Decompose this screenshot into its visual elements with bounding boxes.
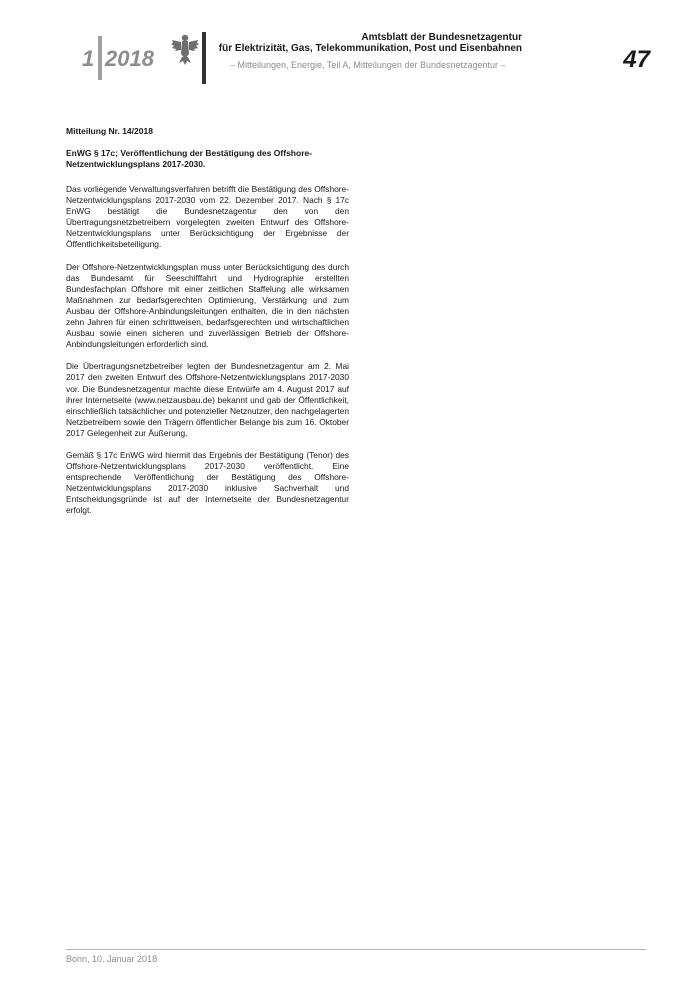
issue-year: 2018: [105, 46, 154, 71]
page-number: 47: [623, 46, 650, 73]
notice-number: Mitteilung Nr. 14/2018: [66, 126, 153, 136]
notice-section: [66, 126, 349, 528]
notice-paragraph: Gemäß § 17c EnWG wird hiermit das Ergebnis der Bestätigung (Tenor) des Offshore-Netzentwicklungsplans 2017-2030 veröffentlicht. Eine entsprechende Veröffentlichung der Bestätigung des Offshore-Netzentwicklungsplans 2017-2030 inklusive Sachverhalt und Entscheidungsgründe ist auf der Internetseite der Bundesnetzagentur erfolgt.: [66, 449, 349, 516]
publication-title-line2: für Elektrizität, Gas, Telekommunikation, Post und Eisenbahnen: [218, 43, 522, 54]
notice-paragraph: Das vorliegende Verwaltungsverfahren betrifft die Bestätigung des Offshore-Netzentwicklungsplans 2017-2030 vom 22. Dezember 2017. Nach § 17c EnWG bestätigt die Bundesnetzagentur den von den Übertragungsnetzbetreibern vorgelegten zweiten Entwurf des Offshore-Netzentwicklungsplans unter Berücksichtigung der Ergebnisse der Öffentlichkeitsbeteiligung.: [66, 184, 349, 250]
notice-title: EnWG § 17c; Veröffentlichung der Bestätigung des Offshore-Netzentwicklungsplans 2017-2030.: [66, 148, 313, 169]
issue-number: 1: [82, 46, 95, 71]
issue-divider: [98, 36, 102, 80]
footer-place-date: Bonn, 10. Januar 2018: [66, 954, 158, 964]
notice-paragraph: Der Offshore-Netzentwicklungsplan muss unter Berücksichtigung des durch das Bundesamt für Seeschifffahrt und Hydrographie erstellten Bundesfachplan Offshore mit einer zeitlichen Staffelung alle wirksamen Maßnahmen zur bedarfsgerechten Optimierung, Verstärkung und zum Ausbau der Offshore-Anbindungsleitungen enthalten, die in den nächsten zehn Jahren für einen schrittweisen, bedarfsgerechten und wirtschaftlichen Ausbau sowie einen sicheren und zuverlässigen Betrieb der Offshore-Anbindungsleitungen erforderlich sind.: [66, 261, 349, 350]
publication-title: [162, 32, 522, 54]
section-subtitle: – Mitteilungen, Energie, Teil A, Mitteilungen der Bundesnetzagentur –: [230, 60, 506, 70]
notice-paragraph: Die Übertragungsnetzbetreiber legten der Bundesnetzagentur am 2. Mai 2017 den zweiten Entwurf des Offshore-Netzentwicklungsplans 2017-2030 vor. Die Bundesnetzagentur machte diese Entwürfe am 4. August 2017 auf ihrer Internetseite (www.netzausbau.de) bekannt und gab der Öffentlichkeit, einschließlich tatsächlicher und potenzieller Netznutzer, den nachgelagerten Netzbetreibern sowie den Trägern öffentlicher Belange bis zum 16. Oktober 2017 Gelegenheit zur Äußerung.: [66, 361, 349, 438]
footer-divider: [66, 949, 646, 950]
publication-title-line1: Amtsblatt der Bundesnetzagentur: [361, 32, 522, 43]
